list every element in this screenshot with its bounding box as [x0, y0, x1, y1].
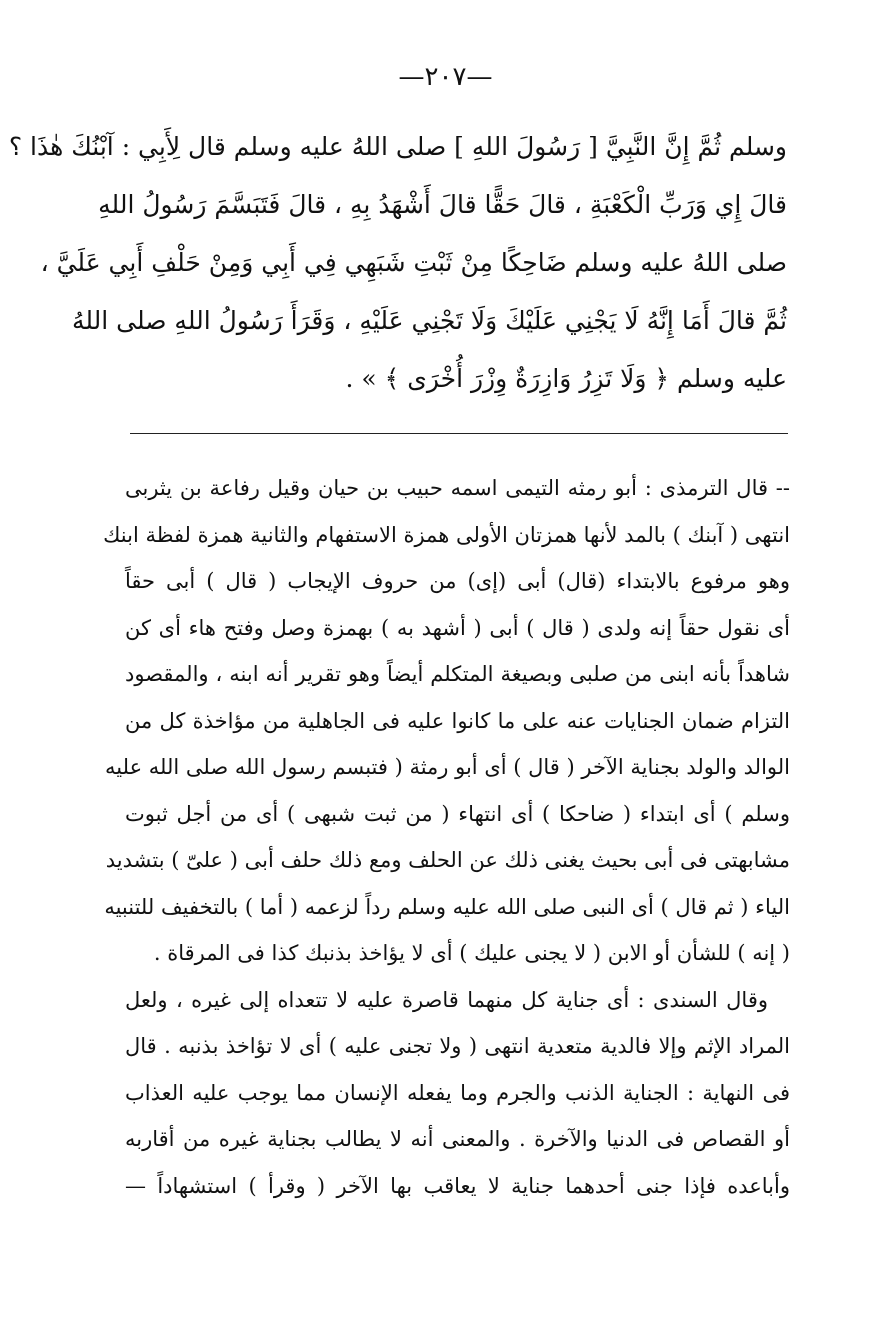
footnote-divider	[130, 433, 788, 434]
footnote-line: الوالد والولد بجناية الآخر ( قال ) أى أبو رمثة ( فتبسم رسول الله صلى الله عليه	[105, 755, 790, 779]
footnote-line: شاهداً بأنه ابنى من صلبى وبصيغة المتكلم أيضاً وهو تقرير أنه ابنه ، والمقصود	[125, 662, 790, 686]
footnote-line: المراد الإثم وإلا فالدية متعدية انتهى ( ولا تجنى عليه ) أى لا تؤاخذ بذنبه . قال	[125, 1034, 790, 1058]
footnote-line: فى النهاية : الجناية الذنب والجرم وما يفعله الإنسان مما يوجب عليه العذاب	[125, 1080, 790, 1105]
footnote-line: ( إنه ) للشأن أو الابن ( لا يجنى عليك ) أى لا يؤاخذ بذنبك كذا فى المرقاة .	[153, 941, 790, 965]
footnote-line: وقال السندى : أى جناية كل منهما قاصرة عليه لا تتعداه إلى غيره ، ولعل	[125, 987, 768, 1012]
page-number: —٢٠٧—	[398, 62, 493, 92]
footnote-line: وهو مرفوع بالابتداء (قال) أبى (إى) من حروف الإيجاب ( قال ) أبى حقاً	[125, 569, 790, 593]
footnotes	[103, 465, 790, 1209]
footnote-line: وسلم ) أى ابتداء ( ضاحكا ) أى انتهاء ( من ثبت شبهى ) أى من أجل ثبوت	[125, 801, 790, 826]
footnote-line: التزام ضمان الجنايات عنه على ما كانوا عليه فى الجاهلية من مؤاخذة كل من	[125, 708, 790, 733]
footnote-line: الياء ( ثم قال ) أى النبى صلى الله عليه وسلم رداً لزعمه ( أما ) بالتخفيف للتنبيه	[104, 894, 790, 919]
main-text-line: صلى اللهُ عليه وسلم ضَاحِكًا مِنْ ثَبْتِ شَبَهِي فِي أَبِي وَمِنْ حَلْفِ أَبِي عَلَيَّ ،	[40, 248, 787, 277]
main-text-line: ثُمَّ قالَ أَمَا إِنَّهُ لَا يَجْنِي عَلَيْكَ وَلَا تَجْنِي عَلَيْهِ ، وَقَرَأَ رَسُولُ اللهِ صلى اللهُ	[71, 306, 787, 335]
footnote-line: أو القصاص فى الدنيا والآخرة . والمعنى أنه لا يطالب بجناية غيره من أقاربه	[125, 1127, 790, 1151]
footnote-line: انتهى ( آبنك ) بالمد لأنها همزتان الأولى همزة الاستفهام والثانية همزة لفظة ابنك	[103, 522, 790, 547]
main-text-line: عليه وسلم ﴿ وَلَا تَزِرُ وَازِرَةٌ وِزْرَ أُخْرَى ﴾ » .	[345, 364, 787, 393]
main-text	[8, 118, 787, 408]
footnote-line: أى نقول حقاً إنه ولدى ( قال ) أبى ( أشهد به ) بهمزة وصل وفتح هاء أى كن	[125, 615, 790, 640]
footnote-line: مشابهتى فى أبى بحيث يغنى ذلك عن الحلف ومع ذلك حلف أبى ( علىّ ) بتشديد	[105, 848, 790, 872]
footnote-line: -- قال الترمذى : أبو رمثه التيمى اسمه حبيب بن حيان وقيل رفاعة بن يثربى	[125, 476, 790, 500]
main-text-line: وسلم ثُمَّ إِنَّ النَّبِيَّ [ رَسُولَ اللهِ ] صلى اللهُ عليه وسلم قال لِأَبِي : آبْنُكَ هٰذَا ؟	[8, 132, 787, 161]
footnote-line: وأباعده فإذا جنى أحدهما جناية لا يعاقب بها الآخر ( وقرأ ) استشهاداً —	[125, 1173, 790, 1198]
main-text-line: قالَ إِي وَرَبِّ الْكَعْبَةِ ، قالَ حَقًّا قالَ أَشْهَدُ بِهِ ، قالَ فَتَبَسَّمَ رَسُولُ اللهِ	[98, 190, 787, 219]
